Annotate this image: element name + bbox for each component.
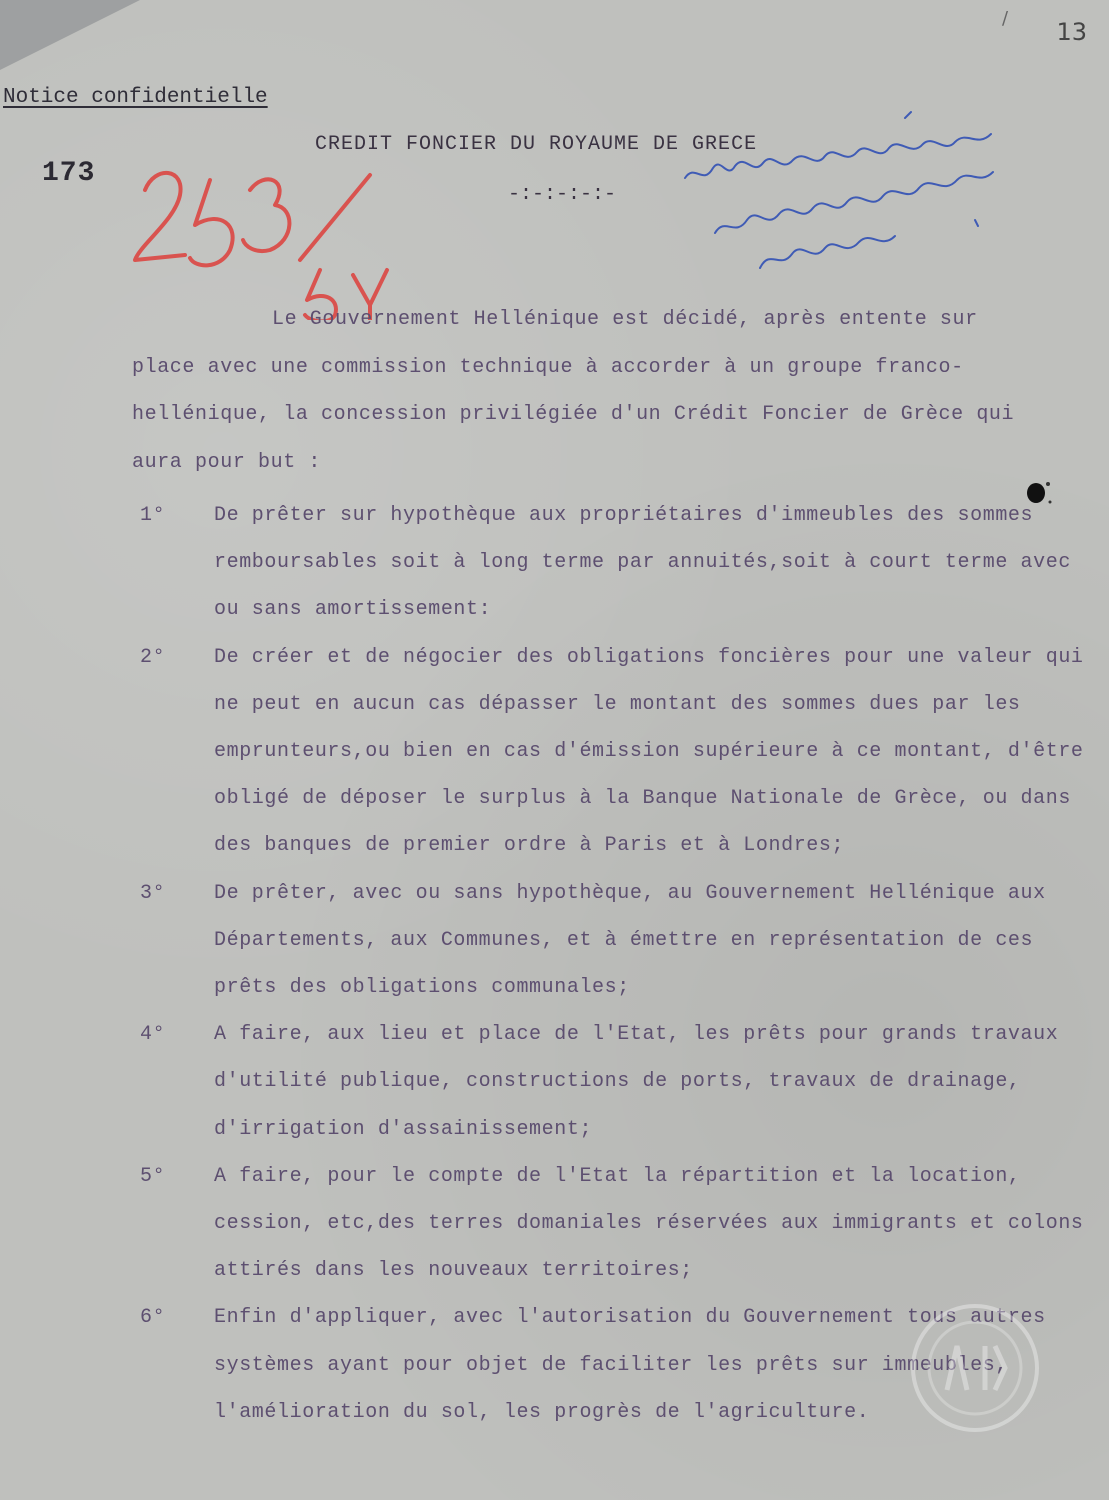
- torn-corner: [0, 0, 140, 70]
- list-item: [140, 1153, 1090, 1295]
- item-text: A faire, pour le compte de l'Etat la répartition et la location, cession, etc,des terres domaniales réservées aux immigrants et colons attirés dans les nouveaux territoires;: [214, 1164, 1084, 1283]
- item-number: 5°: [140, 1164, 166, 1188]
- confidential-notice: Notice confidentielle: [3, 86, 268, 109]
- intro-paragraph: [132, 296, 1052, 486]
- blue-handwritten-note: [675, 108, 1035, 273]
- objectives-list: [140, 492, 1090, 1436]
- red-pencil-annotation: [125, 150, 415, 320]
- document-number: 173: [42, 158, 96, 189]
- item-number: 2°: [140, 645, 166, 669]
- list-item: [140, 634, 1090, 870]
- item-text: De créer et de négocier des obligations foncières pour une valeur qui ne peut en aucun cas dépasser le montant des sommes dues par les emprunteurs,ou bien en cas d'émission supérieure à ce montant, d'être obligé de déposer le surplus à la Banque Nationale de Grèce, ou dans des banques de premier ordre à Paris et à Londres;: [214, 645, 1084, 858]
- item-text: De prêter sur hypothèque aux propriétaires d'immeubles des sommes remboursables soit à long terme par annuités,soit à court terme avec ou sans amortissement:: [214, 504, 1071, 622]
- item-number: 6°: [140, 1306, 166, 1330]
- blue-annotation-text: Υπομνημα δ' Ιδ... Σχετικ... Κτηματ... Τράπεζ.: [675, 108, 703, 109]
- list-item: [140, 870, 1090, 1012]
- intro-text: Le Gouvernement Hellénique est décidé, après entente sur place avec une commission technique à accorder à un groupe franco-hellénique, la concession privilégiée d'un Crédit Foncier de Grèce qui aura pour but :: [132, 308, 1015, 474]
- page-number: 13: [1056, 18, 1087, 46]
- document-title: CREDIT FONCIER DU ROYAUME DE GRECE: [315, 133, 758, 156]
- ink-smudge: [1020, 478, 1056, 508]
- item-text: De prêter, avec ou sans hypothèque, au Gouvernement Hellénique aux Départements, aux Communes, et à émettre en représentation de ces prêts des obligations communales;: [214, 881, 1046, 1000]
- title-divider: -:-:-:-:-: [508, 183, 617, 206]
- archive-stamp: [905, 1298, 1045, 1438]
- item-number: 1°: [140, 504, 166, 527]
- list-item: [140, 492, 1090, 634]
- item-number: 3°: [140, 881, 166, 905]
- item-number: 4°: [140, 1023, 166, 1047]
- red-annotation-text: 253/5Y: [125, 150, 129, 151]
- page-mark: /: [1002, 8, 1009, 29]
- list-item: [140, 1011, 1090, 1153]
- item-text: A faire, aux lieu et place de l'Etat, les prêts pour grands travaux d'utilité publique, constructions de ports, travaux de drainage, d'irrigation d'assainissement;: [214, 1023, 1059, 1141]
- item-text: Enfin d'appliquer, avec l'autorisation du Gouvernement tous autres systèmes ayant pour objet de faciliter les prêts sur immeubles, l'amélioration du sol, les progrès de l'agriculture.: [214, 1306, 1046, 1424]
